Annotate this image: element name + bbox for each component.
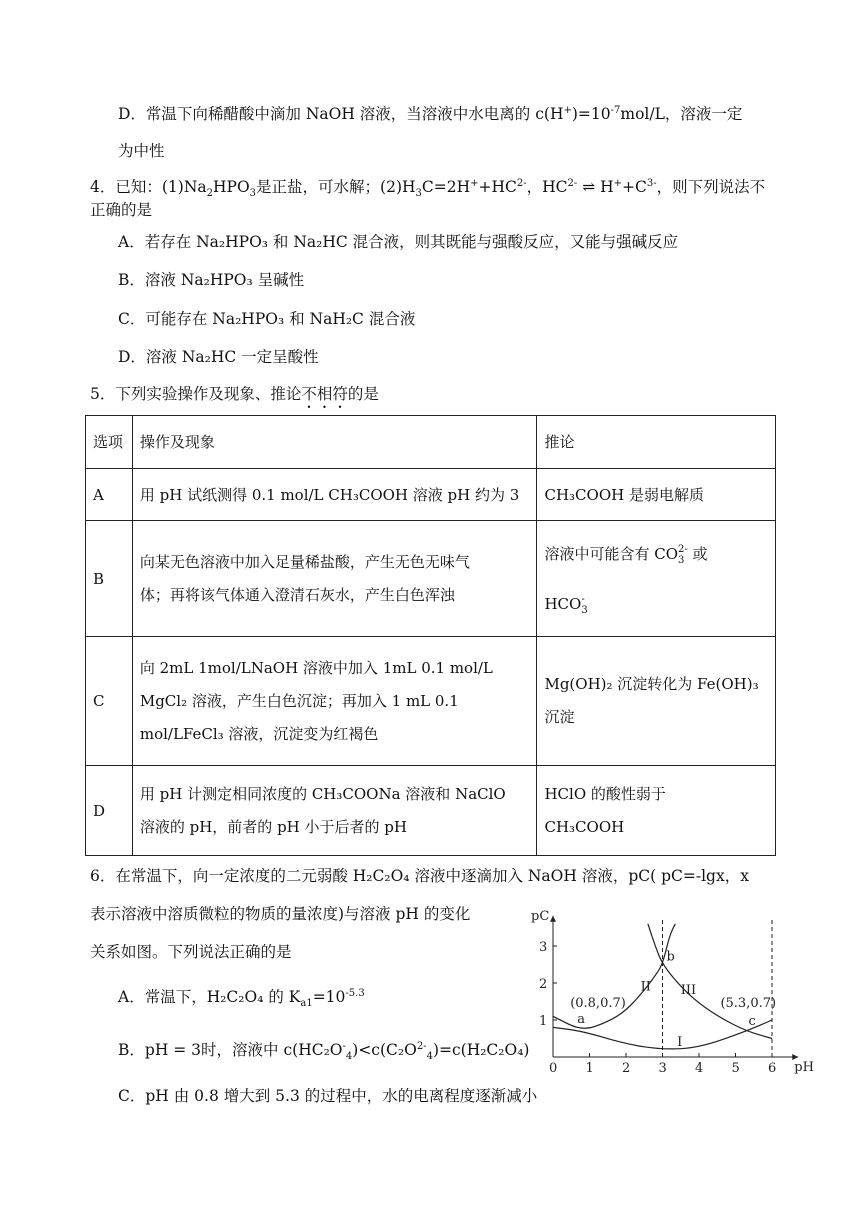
q6-stem-line1: 6．在常温下，向一定浓度的二元弱酸 H₂C₂O₄ 溶液中逐滴加入 NaOH 溶液，pC( pC=-lgx，x xyxy=(90,867,749,885)
x-tick-label: 1 xyxy=(585,1061,594,1076)
chart-x-label: pH xyxy=(794,1060,814,1075)
row-a-inference: CH₃COOH 是弱电解质 xyxy=(537,469,776,521)
annotation-label: c xyxy=(748,1014,756,1030)
q6-option-a: A．常温下，H₂C₂O₄ 的 $K_{a1}=10^{-5.3}$ xyxy=(118,987,365,1010)
row-d-option: D xyxy=(86,766,133,856)
q5-emphasis: 不相符 xyxy=(301,385,348,403)
q3d-exp: -7 xyxy=(610,104,621,116)
annotation-label: (0.8,0.7) xyxy=(570,996,626,1012)
row-b-inference: 溶液中可能含有 CO2- 3 或 HCO- 3 xyxy=(537,521,776,637)
chart-y-label: pC xyxy=(531,908,550,924)
series-label: II xyxy=(640,979,651,995)
annotation-label: (5.3,0.7) xyxy=(720,996,777,1012)
x-tick-label: 3 xyxy=(658,1061,667,1076)
row-a-operation: 用 pH 试纸测得 0.1 mol/L CH₃COOH 溶液 pH 约为 3 xyxy=(132,469,537,521)
header-option: 选项 xyxy=(86,416,133,469)
annotation-label: b xyxy=(666,949,675,965)
q5-table xyxy=(85,415,776,856)
table-header-row xyxy=(86,416,776,469)
row-c-inference: Mg(OH)₂ 沉淀转化为 Fe(OH)₃ 沉淀 xyxy=(537,637,776,766)
y-tick-label: 3 xyxy=(539,940,548,955)
x-tick-label: 6 xyxy=(768,1061,777,1076)
annotation-label: a xyxy=(577,1012,585,1028)
row-c-option: C xyxy=(86,637,133,766)
q4-option-b: B．溶液 Na₂HPO₃ 呈碱性 xyxy=(118,271,305,289)
q3d-text-c: mol/L，溶液一定 xyxy=(620,105,743,123)
q3-option-d-line2: 为中性 xyxy=(118,142,165,160)
row-d-inference: HClO 的酸性弱于 CH₃COOH xyxy=(537,766,776,856)
pc-ph-chart xyxy=(527,896,814,1076)
table-row xyxy=(86,469,776,521)
q6-stem-line2: 表示溶液中溶质微粒的物质的量浓度)与溶液 pH 的变化 xyxy=(90,905,471,923)
row-d-operation: 用 pH 计测定相同浓度的 CH₃COONa 溶液和 NaClO 溶液的 pH，前者的 pH 小于后者的 pH xyxy=(132,766,537,856)
row-b-option: B xyxy=(86,521,133,637)
y-tick-label: 2 xyxy=(539,977,548,992)
chart-annotations xyxy=(570,950,776,1050)
header-inference: 推论 xyxy=(537,416,776,469)
table-row xyxy=(86,766,776,856)
q5-stem: 5．下列实验操作及现象、推论不相符的是 xyxy=(90,385,379,403)
y-tick-label: 1 xyxy=(539,1014,548,1029)
series-label: III xyxy=(680,983,697,999)
q4-option-c: C．可能存在 Na₂HPO₃ 和 NaH₂C 混合液 xyxy=(118,310,416,328)
table-row xyxy=(86,521,776,637)
q6-stem-line3: 关系如图。下列说法正确的是 xyxy=(90,943,292,961)
chart-axes xyxy=(550,916,798,1060)
q4-option-d: D．溶液 Na₂HC 一定呈酸性 xyxy=(118,348,319,366)
q3d-text-b: )=10 xyxy=(571,105,611,123)
x-tick-label: 2 xyxy=(622,1061,631,1076)
q6-option-b: B．pH = 3时，溶液中 $c(HC_2O^-_4)<c(C_2O^{2-}_4)=c(H_2C_2O_4)$ xyxy=(118,1040,530,1063)
series-label: I xyxy=(677,1034,683,1050)
header-operation: 操作及现象 xyxy=(132,416,537,469)
y-axis-arrow xyxy=(550,916,556,922)
x-tick-label: 4 xyxy=(695,1061,704,1076)
q4-option-a: A．若存在 Na₂HPO₃ 和 Na₂HC 混合液，则其既能与强酸反应，又能与强碱反应 xyxy=(118,233,679,251)
q4-stem-line1: 4．已知：$(1)Na_2HPO_3$是正盐，可水解；$(2)H_3C=2H^++HC^{2-}$，$HC^{2-}$ ⇌ $H^++C^{3-}$，则下列说法不 xyxy=(90,177,766,200)
x-tick-label: 0 xyxy=(549,1061,558,1076)
row-b-operation: 向某无色溶液中加入足量稀盐酸，产生无色无味气 体；再将该气体通入澄清石灰水，产生白色浑浊 xyxy=(132,521,537,637)
x-tick-label: 5 xyxy=(731,1061,740,1076)
q6-option-c: C．pH 由 0.8 增大到 5.3 的过程中，水的电离程度逐渐减小 xyxy=(118,1087,538,1105)
row-c-operation: 向 2mL 1mol/LNaOH 溶液中加入 1mL 0.1 mol/L MgCl₂ 溶液，产生白色沉淀；再加入 1 mL 0.1 mol/LFeCl₃ 溶液，沉淀变为红褐色 xyxy=(132,637,537,766)
series-curve-II xyxy=(553,924,675,1028)
q3-option-d-line1: D．常温下向稀醋酸中滴加 NaOH 溶液，当溶液中水电离的 $c(H^+)=10^{-7}mol/L$，溶液一定 xyxy=(118,104,743,123)
q3d-text-a: D．常温下向稀醋酸中滴加 NaOH 溶液，当溶液中水电离的 c(H xyxy=(118,105,564,123)
table-row xyxy=(86,637,776,766)
q4-stem-line2: 正确的是 xyxy=(90,201,153,219)
row-a-option: A xyxy=(86,469,133,521)
